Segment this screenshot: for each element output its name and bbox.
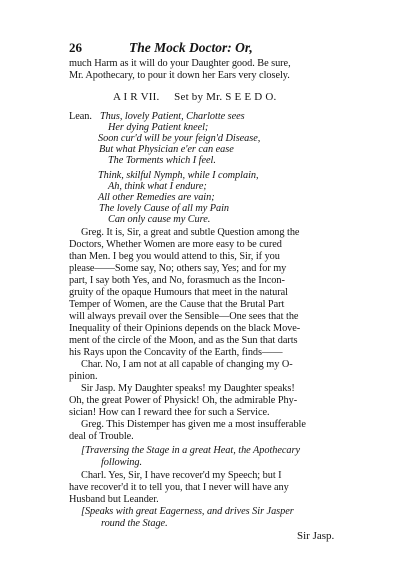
air-title: A I R VII.	[113, 91, 160, 103]
verse-line: Think, skilful Nymph, while I complain,	[98, 170, 259, 181]
dialogue-line: please——Some say, No; others say, Yes; and for my	[69, 263, 287, 274]
dialogue-line: deal of Trouble.	[69, 431, 134, 442]
stage-direction: [Traversing the Stage in a great Heat, the Apothecary	[81, 445, 300, 456]
running-title: The Mock Doctor: Or,	[129, 40, 253, 55]
verse-line: Ah, think what I endure;	[108, 181, 207, 192]
dialogue-line: ment of the circle of the Moon, and as the Sun that darts	[69, 335, 298, 346]
dialogue-line: pinion.	[69, 371, 98, 382]
dialogue-line: will always prevail over the Sensible—One sees that the	[69, 311, 299, 322]
verse-line: Thus, lovely Patient, Charlotte sees	[100, 111, 245, 122]
air-heading	[113, 91, 276, 103]
dialogue-line: Charl. Yes, Sir, I have recover'd my Speech; but I	[81, 470, 282, 481]
text-line: much Harm as it will do your Daughter good. Be sure,	[69, 58, 291, 69]
dialogue-line: Temper of Women, are the Cause that the Brutal Part	[69, 299, 285, 310]
verse-line: Her dying Patient kneel;	[108, 122, 209, 133]
dialogue-line: his Rays upon the Concavity of the Earth, finds——	[69, 347, 283, 358]
dialogue-line: gruity of the opaque Humours that meet in the natural	[69, 287, 288, 298]
dialogue-line: Husband but Leander.	[69, 494, 159, 505]
verse-line: Soon cur'd will be your feign'd Disease,	[98, 133, 261, 144]
dialogue-line: than Men. I beg you would attend to this, Sir, if you	[69, 251, 280, 262]
verse-line: The lovely Cause of all my Pain	[99, 203, 229, 214]
verse-line: The Torments which I feel.	[108, 155, 216, 166]
air-composer: Set by Mr. S E E D O.	[174, 91, 277, 103]
verse-line: Can only cause my Cure.	[108, 214, 211, 225]
dialogue-line: Greg. This Distemper has given me a most insufferable	[81, 419, 306, 430]
verse-line: All other Remedies are vain;	[98, 192, 215, 203]
dialogue-line: Doctors, Whether Women are more easy to be cured	[69, 239, 282, 250]
dialogue-line: Oh, the great Power of Physick! Oh, the admirable Phy-	[69, 395, 298, 406]
stage-direction: following.	[101, 457, 142, 468]
dialogue-line: part, I say both Yes, and No, forasmuch as the Incon-	[69, 275, 285, 286]
catchword: Sir Jasp.	[297, 530, 335, 542]
text-line: Mr. Apothecary, to pour it down her Ears very closely.	[69, 70, 290, 81]
dialogue-line: Greg. It is, Sir, a great and subtle Question among the	[81, 227, 300, 238]
verse-line: But what Physician e'er can ease	[99, 144, 234, 155]
stage-direction: round the Stage.	[101, 518, 168, 529]
stage-direction: [Speaks with great Eagerness, and drives Sir Jasper	[81, 506, 294, 517]
dialogue-line: sician! How can I reward thee for such a Service.	[69, 407, 270, 418]
dialogue-line: Char. No, I am not at all capable of changing my O-	[81, 359, 293, 370]
dialogue-line: have recover'd it to tell you, that I never will have any	[69, 482, 289, 493]
dialogue-line: Inequality of their Opinions depends on the black Move-	[69, 323, 301, 334]
song-speaker: Lean.	[69, 111, 92, 122]
page-header	[69, 40, 369, 56]
dialogue-line: Sir Jasp. My Daughter speaks! my Daughter speaks!	[81, 383, 295, 394]
page-number: 26	[69, 40, 82, 55]
